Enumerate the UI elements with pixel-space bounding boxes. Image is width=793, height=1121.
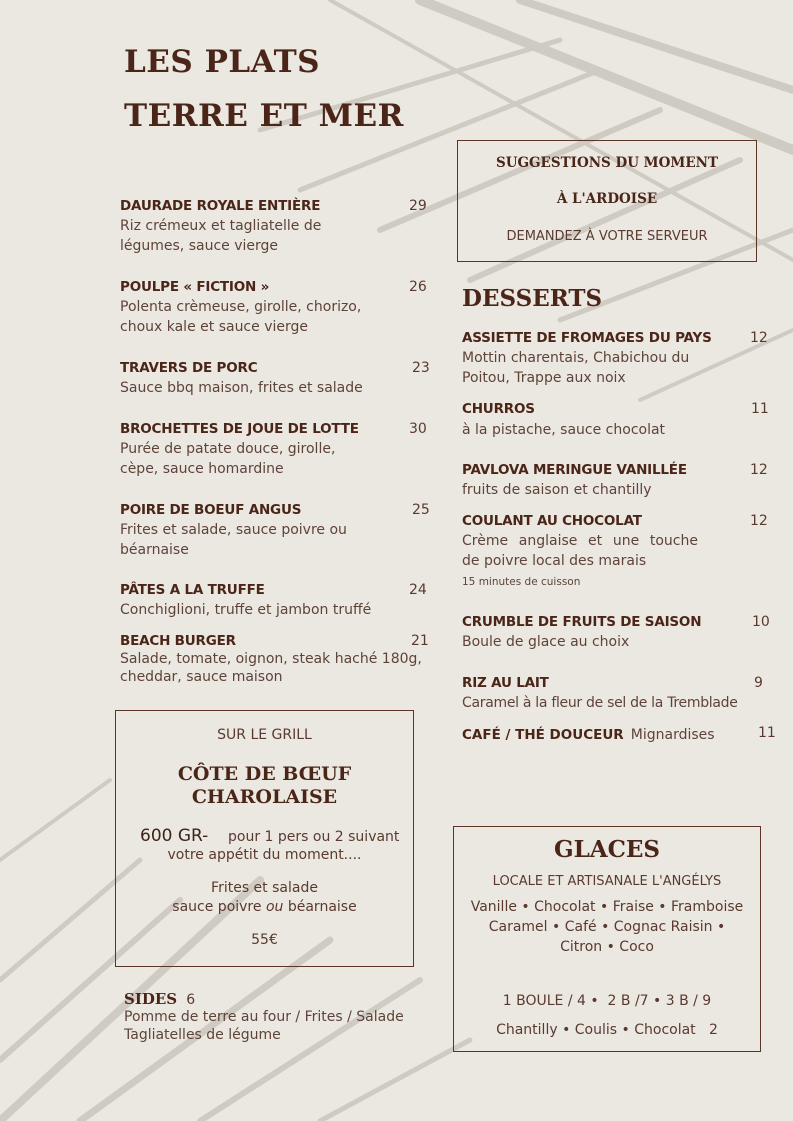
- dessert-item-name: CRUMBLE DE FRUITS DE SAISON: [462, 614, 702, 630]
- glaces-subtitle: LOCALE ET ARTISANALE L'ANGÉLYS: [492, 874, 722, 889]
- grill-sides-line2: sauce poivre ou béarnaise: [172, 899, 357, 915]
- dessert-item-desc: fruits de saison et chantilly: [462, 482, 652, 498]
- main-item-desc: Riz crémeux et tagliatelle de: [120, 218, 322, 234]
- cafe-item: [462, 724, 715, 743]
- dessert-item-price: 9: [754, 675, 763, 691]
- glaces-flavors-line1: Vanille • Chocolat • Fraise • Framboise: [470, 899, 744, 915]
- grill-portion-line1: pour 1 pers ou 2 suivant: [228, 829, 400, 845]
- desserts-title: DESSERTS: [462, 285, 603, 312]
- grill-portion-line2: votre appétit du moment....: [167, 847, 362, 863]
- glaces-flavors-line3: Citron • Coco: [560, 939, 654, 955]
- main-item-desc: Frites et salade, sauce poivre ou: [120, 522, 347, 538]
- dessert-item-name: RIZ AU LAIT: [462, 675, 549, 691]
- dessert-item-desc: Crème anglaise et une touche: [462, 533, 698, 549]
- sides-price: 6: [186, 992, 196, 1008]
- cafe-item-name: CAFÉ / THÉ DOUCEUR: [462, 727, 624, 743]
- main-item-price: 25: [412, 502, 430, 518]
- main-item-price: 23: [412, 360, 430, 376]
- main-item-desc: légumes, sauce vierge: [120, 238, 279, 254]
- dessert-item-desc: Poitou, Trappe aux noix: [462, 370, 626, 386]
- dessert-item-price: 12: [750, 330, 768, 346]
- main-item-name: DAURADE ROYALE ENTIÈRE: [120, 198, 321, 214]
- cafe-item-desc: Mignardises: [630, 727, 715, 743]
- main-item-name: PÂTES A LA TRUFFE: [120, 582, 265, 598]
- main-item-price: 26: [409, 279, 427, 295]
- main-item-price: 30: [409, 421, 427, 437]
- main-item-name: TRAVERS DE PORC: [120, 360, 258, 376]
- dessert-item-price: 10: [752, 614, 770, 630]
- suggestions-line2: À L'ARDOISE: [556, 191, 658, 207]
- suggestions-box: [457, 140, 757, 262]
- main-item-price: 24: [409, 582, 427, 598]
- glaces-pricing: 1 BOULE / 4 • 2 B /7 • 3 B / 9: [502, 993, 712, 1009]
- dessert-item-price: 11: [751, 401, 769, 417]
- main-item-name: BROCHETTES DE JOUE DE LOTTE: [120, 421, 359, 437]
- dessert-item-desc: Caramel à la fleur de sel de la Tremblade: [462, 695, 738, 711]
- dessert-item-desc: Mottin charentais, Chabichou du: [462, 350, 690, 366]
- dessert-item-desc: à la pistache, sauce chocolat: [462, 422, 666, 438]
- dessert-item-name: ASSIETTE DE FROMAGES DU PAYS: [462, 330, 712, 346]
- grill-title-line2: CHAROLAISE: [191, 786, 338, 808]
- dessert-item-note: 15 minutes de cuisson: [462, 576, 581, 588]
- grill-weight: 600 GR-: [140, 826, 209, 846]
- glaces-title: GLACES: [553, 836, 661, 863]
- page-title-line2: TERRE ET MER: [124, 98, 404, 134]
- dessert-item-desc: de poivre local des marais: [462, 553, 647, 569]
- main-item-desc: Salade, tomate, oignon, steak haché 180g,: [120, 651, 422, 667]
- sides-line1: Pomme de terre au four / Frites / Salade: [124, 1009, 404, 1025]
- suggestions-line1: SUGGESTIONS DU MOMENT: [495, 155, 719, 171]
- grill-title-line1: CÔTE DE BŒUF: [177, 763, 352, 785]
- main-item-desc: choux kale et sauce vierge: [120, 319, 308, 335]
- dessert-item-name: PAVLOVA MERINGUE VANILLÉE: [462, 462, 687, 478]
- main-item-name: POIRE DE BOEUF ANGUS: [120, 502, 302, 518]
- main-item-desc: Sauce bbq maison, frites et salade: [120, 380, 363, 396]
- glaces-flavors-line2: Caramel • Café • Cognac Raisin •: [488, 919, 726, 935]
- grill-label: SUR LE GRILL: [217, 727, 312, 743]
- sides-line2: Tagliatelles de légume: [124, 1027, 281, 1043]
- main-item-desc: Purée de patate douce, girolle,: [120, 441, 336, 457]
- dessert-item-desc: Boule de glace au choix: [462, 634, 630, 650]
- sides-heading: [124, 989, 195, 1008]
- sides-label: SIDES: [124, 990, 178, 1008]
- main-item-name: BEACH BURGER: [120, 633, 236, 649]
- grill-box: [115, 710, 414, 967]
- dessert-item-name: COULANT AU CHOCOLAT: [462, 513, 642, 529]
- grill-price: 55€: [251, 932, 278, 948]
- main-item-desc: cèpe, sauce homardine: [120, 461, 284, 477]
- grill-sides-line1: Frites et salade: [211, 880, 318, 896]
- dessert-item-name: CHURROS: [462, 401, 535, 417]
- main-item-desc: Polenta crèmeuse, girolle, chorizo,: [120, 299, 362, 315]
- main-item-desc: cheddar, sauce maison: [120, 669, 283, 685]
- cafe-item-price: 11: [758, 725, 776, 741]
- suggestions-note: DEMANDEZ À VOTRE SERVEUR: [506, 229, 708, 244]
- page-title-line1: LES PLATS: [124, 44, 321, 80]
- main-item-price: 21: [411, 633, 429, 649]
- glaces-box: [453, 826, 761, 1052]
- dessert-item-price: 12: [750, 462, 768, 478]
- main-item-price: 29: [409, 198, 427, 214]
- glaces-toppings: Chantilly • Coulis • Chocolat 2: [496, 1022, 718, 1038]
- main-item-name: POULPE « FICTION »: [120, 279, 270, 295]
- main-item-desc: béarnaise: [120, 542, 189, 558]
- dessert-item-price: 12: [750, 513, 768, 529]
- main-item-desc: Conchiglioni, truffe et jambon truffé: [120, 602, 372, 618]
